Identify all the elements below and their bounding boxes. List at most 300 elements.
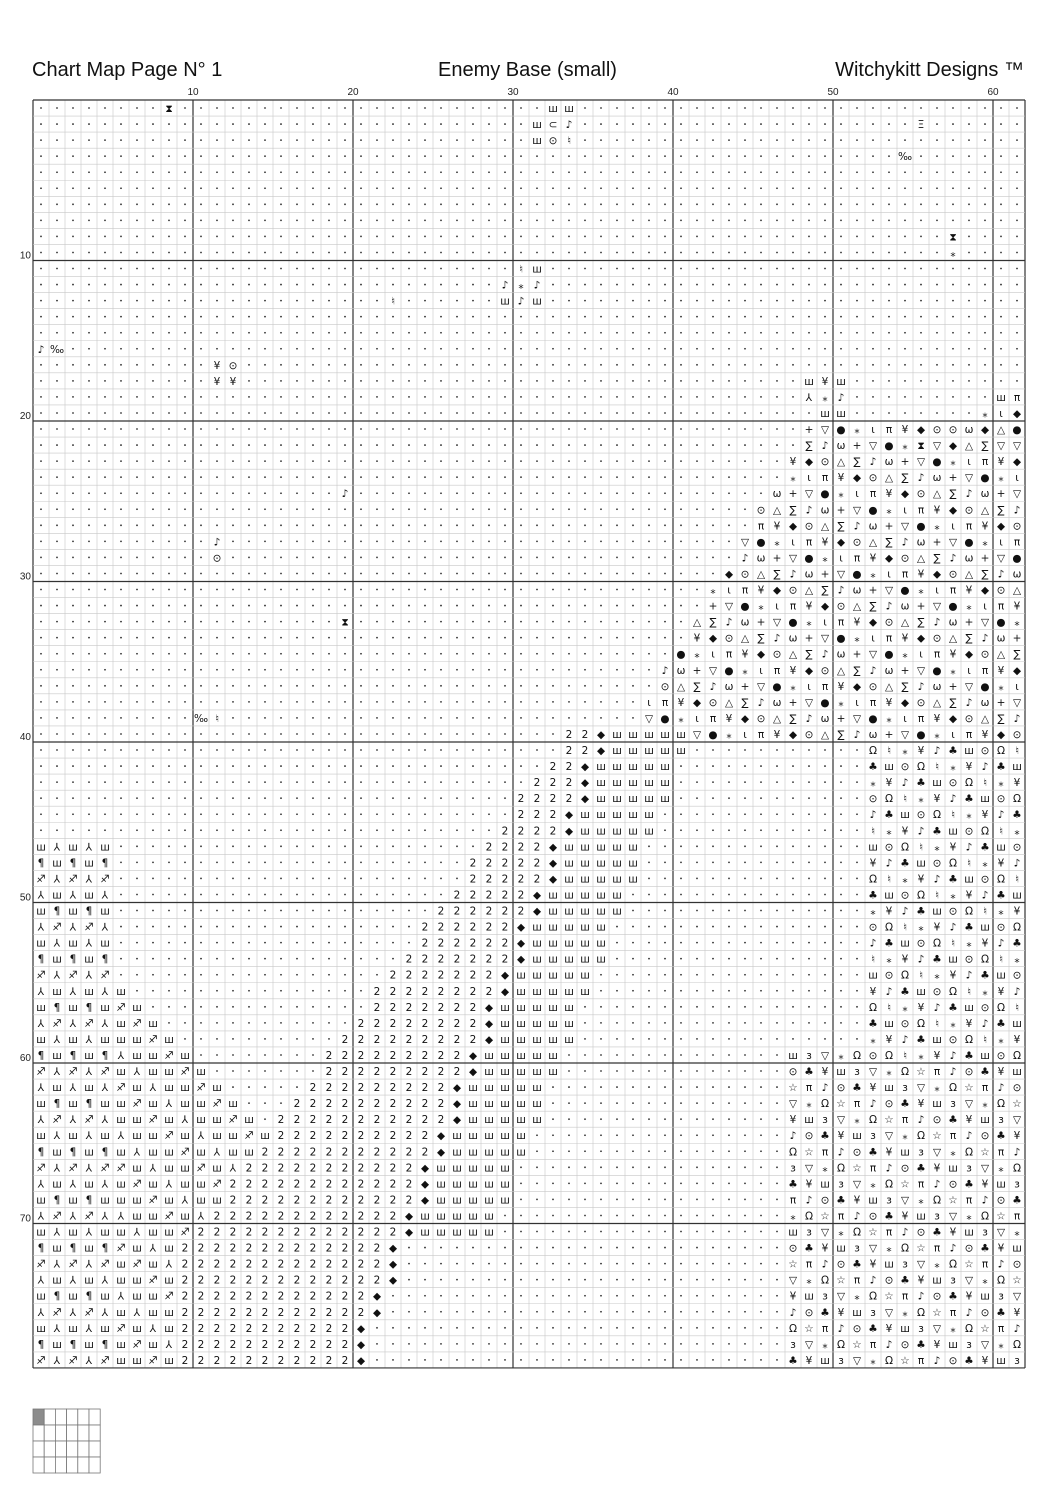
stitch-symbol: 2 bbox=[453, 889, 461, 902]
stitch-symbol: ⅄ bbox=[101, 889, 109, 902]
empty-cell-dot bbox=[472, 749, 474, 751]
stitch-symbol: 2 bbox=[389, 1178, 397, 1191]
empty-cell-dot bbox=[504, 171, 506, 173]
stitch-symbol: ◆ bbox=[900, 696, 910, 709]
stitch-symbol: 2 bbox=[389, 1130, 397, 1143]
empty-cell-dot bbox=[744, 1199, 746, 1201]
empty-cell-dot bbox=[168, 187, 170, 189]
stitch-symbol: ⅄ bbox=[53, 1258, 61, 1271]
stitch-symbol: ▽ bbox=[852, 1178, 862, 1191]
empty-cell-dot bbox=[936, 252, 938, 254]
stitch-symbol: 2 bbox=[229, 1258, 237, 1271]
empty-cell-dot bbox=[56, 171, 58, 173]
empty-cell-dot bbox=[1000, 139, 1002, 141]
stitch-symbol: ☆ bbox=[932, 1130, 942, 1143]
empty-cell-dot bbox=[504, 540, 506, 542]
stitch-symbol: ☆ bbox=[916, 1066, 926, 1079]
empty-cell-dot bbox=[680, 1086, 682, 1088]
empty-cell-dot bbox=[104, 348, 106, 350]
stitch-symbol: △ bbox=[996, 648, 1006, 661]
empty-cell-dot bbox=[616, 476, 618, 478]
empty-cell-dot bbox=[536, 1327, 538, 1329]
stitch-symbol: ш bbox=[932, 1098, 942, 1111]
empty-cell-dot bbox=[488, 605, 490, 607]
empty-cell-dot bbox=[696, 524, 698, 526]
stitch-symbol: ⅄ bbox=[69, 1017, 77, 1030]
empty-cell-dot bbox=[680, 797, 682, 799]
empty-cell-dot bbox=[248, 1022, 250, 1024]
stitch-symbol: ∑ bbox=[901, 680, 909, 693]
empty-cell-dot bbox=[168, 171, 170, 173]
stitch-symbol: ɩ bbox=[999, 407, 1003, 420]
stitch-symbol: ♐ bbox=[52, 1114, 62, 1127]
empty-cell-dot bbox=[792, 252, 794, 254]
empty-cell-dot bbox=[120, 508, 122, 510]
empty-cell-dot bbox=[584, 1343, 586, 1345]
empty-cell-dot bbox=[296, 139, 298, 141]
stitch-symbol: 2 bbox=[389, 1049, 397, 1062]
empty-cell-dot bbox=[648, 540, 650, 542]
empty-cell-dot bbox=[568, 1199, 570, 1201]
stitch-symbol: ⁎ bbox=[998, 1033, 1004, 1046]
stitch-symbol: ♪ bbox=[997, 937, 1005, 950]
empty-cell-dot bbox=[136, 236, 138, 238]
empty-cell-dot bbox=[136, 669, 138, 671]
stitch-symbol: ɩ bbox=[887, 568, 891, 581]
empty-cell-dot bbox=[760, 187, 762, 189]
empty-cell-dot bbox=[424, 332, 426, 334]
stitch-symbol: 2 bbox=[485, 937, 493, 950]
empty-cell-dot bbox=[648, 1134, 650, 1136]
empty-cell-dot bbox=[648, 1182, 650, 1184]
stitch-symbol: ⁎ bbox=[950, 1322, 956, 1335]
stitch-symbol: ¶ bbox=[101, 1049, 109, 1062]
empty-cell-dot bbox=[456, 845, 458, 847]
stitch-symbol: Ω bbox=[980, 953, 990, 966]
empty-cell-dot bbox=[392, 733, 394, 735]
stitch-symbol: ◆ bbox=[996, 728, 1006, 741]
stitch-symbol: ɩ bbox=[871, 632, 875, 645]
empty-cell-dot bbox=[952, 219, 954, 221]
empty-cell-dot bbox=[216, 685, 218, 687]
stitch-symbol: ▽ bbox=[932, 600, 942, 613]
empty-cell-dot bbox=[712, 990, 714, 992]
empty-cell-dot bbox=[264, 781, 266, 783]
empty-cell-dot bbox=[344, 412, 346, 414]
empty-cell-dot bbox=[312, 268, 314, 270]
empty-cell-dot bbox=[936, 155, 938, 157]
empty-cell-dot bbox=[1016, 107, 1018, 109]
empty-cell-dot bbox=[248, 685, 250, 687]
empty-cell-dot bbox=[376, 155, 378, 157]
empty-cell-dot bbox=[632, 332, 634, 334]
empty-cell-dot bbox=[296, 284, 298, 286]
empty-cell-dot bbox=[744, 412, 746, 414]
empty-cell-dot bbox=[472, 380, 474, 382]
empty-cell-dot bbox=[664, 236, 666, 238]
stitch-symbol: 2 bbox=[533, 809, 541, 822]
empty-cell-dot bbox=[344, 685, 346, 687]
stitch-symbol: 2 bbox=[309, 1178, 317, 1191]
stitch-symbol: ◆ bbox=[388, 1274, 398, 1287]
empty-cell-dot bbox=[600, 1054, 602, 1056]
empty-cell-dot bbox=[504, 107, 506, 109]
empty-cell-dot bbox=[328, 829, 330, 831]
stitch-symbol: 2 bbox=[485, 857, 493, 870]
stitch-symbol: ▽ bbox=[852, 712, 862, 725]
stitch-symbol: ♐ bbox=[132, 1178, 142, 1191]
empty-cell-dot bbox=[792, 829, 794, 831]
stitch-symbol: ▽ bbox=[820, 1226, 830, 1239]
empty-cell-dot bbox=[472, 187, 474, 189]
stitch-symbol: ◆ bbox=[948, 440, 958, 453]
empty-cell-dot bbox=[232, 958, 234, 960]
empty-cell-dot bbox=[200, 797, 202, 799]
empty-cell-dot bbox=[648, 942, 650, 944]
empty-cell-dot bbox=[568, 1343, 570, 1345]
empty-cell-dot bbox=[280, 1054, 282, 1056]
empty-cell-dot bbox=[152, 203, 154, 205]
empty-cell-dot bbox=[552, 621, 554, 623]
stitch-symbol: ɩ bbox=[823, 616, 827, 629]
stitch-symbol: 2 bbox=[325, 1114, 333, 1127]
empty-cell-dot bbox=[136, 332, 138, 334]
stitch-symbol: ☆ bbox=[964, 1258, 974, 1271]
stitch-symbol: ш bbox=[644, 728, 654, 741]
empty-cell-dot bbox=[200, 396, 202, 398]
empty-cell-dot bbox=[840, 1038, 842, 1040]
stitch-symbol: ш bbox=[484, 1082, 494, 1095]
stitch-symbol: ш bbox=[596, 953, 606, 966]
empty-cell-dot bbox=[312, 316, 314, 318]
empty-cell-dot bbox=[40, 476, 42, 478]
stitch-symbol: 2 bbox=[357, 1242, 365, 1255]
stitch-symbol: 2 bbox=[341, 1210, 349, 1223]
empty-cell-dot bbox=[232, 236, 234, 238]
empty-cell-dot bbox=[872, 412, 874, 414]
stitch-symbol: ♮ bbox=[871, 825, 875, 838]
empty-cell-dot bbox=[840, 252, 842, 254]
stitch-symbol: + bbox=[980, 552, 990, 565]
stitch-symbol: ♣ bbox=[868, 1017, 878, 1030]
empty-cell-dot bbox=[408, 861, 410, 863]
empty-cell-dot bbox=[856, 1006, 858, 1008]
stitch-symbol: ♐ bbox=[100, 969, 110, 982]
empty-cell-dot bbox=[664, 1006, 666, 1008]
empty-cell-dot bbox=[152, 155, 154, 157]
empty-cell-dot bbox=[776, 1070, 778, 1072]
empty-cell-dot bbox=[376, 974, 378, 976]
empty-cell-dot bbox=[232, 557, 234, 559]
stitch-symbol: ● bbox=[836, 632, 846, 645]
empty-cell-dot bbox=[392, 621, 394, 623]
stitch-symbol: ◆ bbox=[788, 728, 798, 741]
stitch-symbol: ш bbox=[180, 1178, 190, 1191]
empty-cell-dot bbox=[712, 1022, 714, 1024]
empty-cell-dot bbox=[200, 958, 202, 960]
empty-cell-dot bbox=[520, 717, 522, 719]
empty-cell-dot bbox=[776, 813, 778, 815]
empty-cell-dot bbox=[232, 524, 234, 526]
empty-cell-dot bbox=[504, 268, 506, 270]
stitch-symbol: π bbox=[805, 536, 813, 549]
empty-cell-dot bbox=[568, 155, 570, 157]
empty-cell-dot bbox=[168, 685, 170, 687]
stitch-symbol: ш bbox=[548, 103, 558, 116]
empty-cell-dot bbox=[1000, 284, 1002, 286]
empty-cell-dot bbox=[552, 300, 554, 302]
stitch-symbol: ¥ bbox=[821, 375, 829, 388]
empty-cell-dot bbox=[344, 203, 346, 205]
stitch-symbol: ɜ bbox=[918, 1146, 924, 1159]
empty-cell-dot bbox=[744, 332, 746, 334]
empty-cell-dot bbox=[296, 396, 298, 398]
empty-cell-dot bbox=[1000, 123, 1002, 125]
empty-cell-dot bbox=[360, 268, 362, 270]
stitch-symbol: ш bbox=[516, 1098, 526, 1111]
stitch-symbol: ∑ bbox=[837, 728, 845, 741]
stitch-symbol: ш bbox=[916, 857, 926, 870]
empty-cell-dot bbox=[616, 396, 618, 398]
stitch-symbol: ◆ bbox=[980, 424, 990, 437]
stitch-symbol: ш bbox=[500, 1049, 510, 1062]
empty-cell-dot bbox=[152, 685, 154, 687]
empty-cell-dot bbox=[72, 236, 74, 238]
empty-cell-dot bbox=[632, 107, 634, 109]
stitch-symbol: 2 bbox=[373, 1194, 381, 1207]
empty-cell-dot bbox=[280, 813, 282, 815]
empty-cell-dot bbox=[360, 637, 362, 639]
stitch-symbol: ш bbox=[132, 1049, 142, 1062]
stitch-symbol: ⁎ bbox=[902, 1306, 908, 1319]
stitch-symbol: + bbox=[852, 648, 862, 661]
empty-cell-dot bbox=[328, 701, 330, 703]
empty-cell-dot bbox=[120, 781, 122, 783]
empty-cell-dot bbox=[296, 845, 298, 847]
empty-cell-dot bbox=[88, 621, 90, 623]
stitch-symbol: ♪ bbox=[885, 600, 893, 613]
stitch-symbol: ш bbox=[500, 1082, 510, 1095]
empty-cell-dot bbox=[472, 428, 474, 430]
empty-cell-dot bbox=[680, 1118, 682, 1120]
empty-cell-dot bbox=[152, 540, 154, 542]
empty-cell-dot bbox=[680, 476, 682, 478]
empty-cell-dot bbox=[696, 861, 698, 863]
empty-cell-dot bbox=[184, 428, 186, 430]
stitch-symbol: ⁎ bbox=[1014, 953, 1020, 966]
empty-cell-dot bbox=[1016, 155, 1018, 157]
empty-cell-dot bbox=[984, 332, 986, 334]
empty-cell-dot bbox=[712, 300, 714, 302]
stitch-symbol: ш bbox=[564, 969, 574, 982]
empty-cell-dot bbox=[56, 717, 58, 719]
empty-cell-dot bbox=[520, 1311, 522, 1313]
empty-cell-dot bbox=[40, 701, 42, 703]
empty-cell-dot bbox=[680, 1231, 682, 1233]
empty-cell-dot bbox=[632, 621, 634, 623]
empty-cell-dot bbox=[648, 1263, 650, 1265]
stitch-symbol: ♮ bbox=[951, 809, 955, 822]
empty-cell-dot bbox=[536, 1247, 538, 1249]
stitch-symbol: ш bbox=[148, 1290, 158, 1303]
stitch-symbol: ⁎ bbox=[950, 1017, 956, 1030]
stitch-symbol: ⅄ bbox=[69, 1082, 77, 1095]
empty-cell-dot bbox=[72, 637, 74, 639]
stitch-symbol: ‰ bbox=[193, 712, 209, 725]
stitch-symbol: ¥ bbox=[981, 520, 989, 533]
stitch-symbol: ш bbox=[500, 1001, 510, 1014]
empty-cell-dot bbox=[968, 203, 970, 205]
empty-cell-dot bbox=[696, 1311, 698, 1313]
empty-cell-dot bbox=[712, 524, 714, 526]
stitch-symbol: ⊙ bbox=[708, 696, 718, 709]
empty-cell-dot bbox=[472, 1327, 474, 1329]
empty-cell-dot bbox=[808, 765, 810, 767]
stitch-symbol: ш bbox=[548, 905, 558, 918]
stitch-symbol: π bbox=[965, 520, 973, 533]
stitch-symbol: ♐ bbox=[228, 1114, 238, 1127]
empty-cell-dot bbox=[344, 476, 346, 478]
empty-cell-dot bbox=[760, 1311, 762, 1313]
empty-cell-dot bbox=[360, 171, 362, 173]
empty-cell-dot bbox=[296, 155, 298, 157]
stitch-symbol: π bbox=[997, 1146, 1005, 1159]
stitch-symbol: ♪ bbox=[1013, 712, 1021, 725]
stitch-symbol: ш bbox=[52, 1178, 62, 1191]
stitch-symbol: ш bbox=[788, 1049, 798, 1062]
stitch-symbol: 2 bbox=[405, 1194, 413, 1207]
empty-cell-dot bbox=[152, 1006, 154, 1008]
stitch-symbol: ⧗ bbox=[917, 440, 925, 453]
empty-cell-dot bbox=[296, 589, 298, 591]
empty-cell-dot bbox=[248, 107, 250, 109]
empty-cell-dot bbox=[264, 765, 266, 767]
stitch-symbol: ☆ bbox=[836, 1098, 846, 1111]
empty-cell-dot bbox=[104, 749, 106, 751]
empty-cell-dot bbox=[344, 669, 346, 671]
empty-cell-dot bbox=[632, 701, 634, 703]
stitch-symbol: ⊂ bbox=[548, 119, 558, 132]
stitch-symbol: ш bbox=[484, 1162, 494, 1175]
stitch-symbol: ⅄ bbox=[165, 1178, 173, 1191]
empty-cell-dot bbox=[616, 508, 618, 510]
empty-cell-dot bbox=[248, 894, 250, 896]
empty-cell-dot bbox=[792, 765, 794, 767]
empty-cell-dot bbox=[648, 300, 650, 302]
stitch-symbol: ш bbox=[100, 937, 110, 950]
stitch-symbol: ▽ bbox=[788, 1274, 798, 1287]
empty-cell-dot bbox=[40, 765, 42, 767]
empty-cell-dot bbox=[104, 669, 106, 671]
empty-cell-dot bbox=[744, 781, 746, 783]
empty-cell-dot bbox=[680, 926, 682, 928]
empty-cell-dot bbox=[760, 1295, 762, 1297]
stitch-symbol: ♮ bbox=[887, 873, 891, 886]
stitch-symbol: ⁎ bbox=[918, 584, 924, 597]
stitch-symbol: ⅄ bbox=[85, 1130, 93, 1143]
stitch-symbol: ◆ bbox=[516, 953, 526, 966]
stitch-symbol: 2 bbox=[389, 1017, 397, 1030]
stitch-symbol: 2 bbox=[581, 728, 589, 741]
stitch-symbol: ⁎ bbox=[854, 424, 860, 437]
empty-cell-dot bbox=[376, 926, 378, 928]
empty-cell-dot bbox=[88, 412, 90, 414]
stitch-symbol: 2 bbox=[277, 1274, 285, 1287]
stitch-symbol: ш bbox=[68, 841, 78, 854]
stitch-symbol: ш bbox=[132, 1322, 142, 1335]
stitch-symbol: ⅄ bbox=[101, 1274, 109, 1287]
empty-cell-dot bbox=[200, 701, 202, 703]
empty-cell-dot bbox=[952, 187, 954, 189]
empty-cell-dot bbox=[632, 412, 634, 414]
empty-cell-dot bbox=[248, 219, 250, 221]
empty-cell-dot bbox=[360, 701, 362, 703]
empty-cell-dot bbox=[152, 171, 154, 173]
empty-cell-dot bbox=[344, 781, 346, 783]
stitch-symbol: ⁎ bbox=[982, 1274, 988, 1287]
empty-cell-dot bbox=[632, 573, 634, 575]
stitch-symbol: π bbox=[917, 504, 925, 517]
stitch-symbol: ш bbox=[180, 1098, 190, 1111]
empty-cell-dot bbox=[600, 219, 602, 221]
empty-cell-dot bbox=[856, 171, 858, 173]
stitch-symbol: ¥ bbox=[981, 809, 989, 822]
empty-cell-dot bbox=[232, 845, 234, 847]
empty-cell-dot bbox=[472, 701, 474, 703]
empty-cell-dot bbox=[632, 364, 634, 366]
empty-cell-dot bbox=[392, 813, 394, 815]
empty-cell-dot bbox=[120, 187, 122, 189]
empty-cell-dot bbox=[120, 428, 122, 430]
empty-cell-dot bbox=[120, 717, 122, 719]
empty-cell-dot bbox=[792, 380, 794, 382]
empty-cell-dot bbox=[712, 268, 714, 270]
empty-cell-dot bbox=[616, 1102, 618, 1104]
stitch-symbol: ♐ bbox=[164, 1210, 174, 1223]
empty-cell-dot bbox=[136, 701, 138, 703]
empty-cell-dot bbox=[184, 444, 186, 446]
empty-cell-dot bbox=[744, 1263, 746, 1265]
empty-cell-dot bbox=[184, 781, 186, 783]
stitch-symbol: ♐ bbox=[212, 1178, 222, 1191]
empty-cell-dot bbox=[456, 348, 458, 350]
stitch-symbol: ш bbox=[100, 1322, 110, 1335]
stitch-symbol: △ bbox=[964, 440, 974, 453]
empty-cell-dot bbox=[792, 364, 794, 366]
empty-cell-dot bbox=[88, 428, 90, 430]
empty-cell-dot bbox=[408, 316, 410, 318]
empty-cell-dot bbox=[280, 171, 282, 173]
stitch-symbol: ⁎ bbox=[934, 1258, 940, 1271]
stitch-symbol: ◆ bbox=[948, 712, 958, 725]
empty-cell-dot bbox=[520, 348, 522, 350]
stitch-symbol: ♮ bbox=[983, 905, 987, 918]
empty-cell-dot bbox=[680, 332, 682, 334]
empty-cell-dot bbox=[552, 1231, 554, 1233]
empty-cell-dot bbox=[184, 749, 186, 751]
empty-cell-dot bbox=[280, 894, 282, 896]
empty-cell-dot bbox=[456, 364, 458, 366]
empty-cell-dot bbox=[120, 171, 122, 173]
empty-cell-dot bbox=[952, 348, 954, 350]
designer-credit: Witchykitt Designs ™ bbox=[835, 59, 1024, 81]
stitch-symbol: ⁎ bbox=[902, 1130, 908, 1143]
empty-cell-dot bbox=[312, 813, 314, 815]
empty-cell-dot bbox=[776, 894, 778, 896]
empty-cell-dot bbox=[824, 268, 826, 270]
empty-cell-dot bbox=[584, 1231, 586, 1233]
empty-cell-dot bbox=[56, 428, 58, 430]
